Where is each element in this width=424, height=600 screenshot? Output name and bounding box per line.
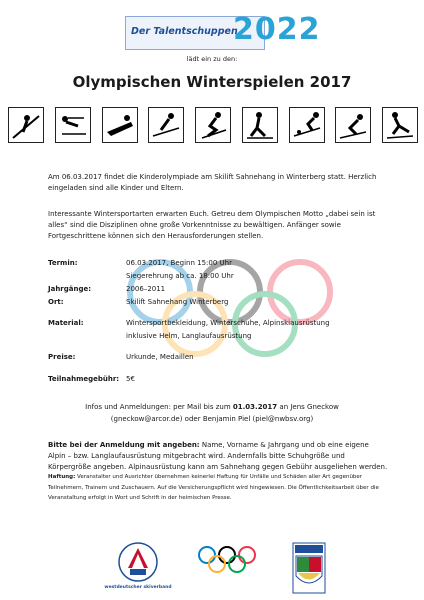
material-label: Material:: [48, 319, 84, 327]
nrw-crest-logo: [292, 542, 326, 594]
ski-jump-icon: [8, 107, 44, 143]
gebuehr-label: Teilnahmegebühr:: [48, 375, 120, 383]
freestyle-icon: [382, 107, 418, 143]
wsv-caption: westdeutscher skiverband: [104, 585, 172, 590]
contact-text-a: Infos und Anmeldungen: per Mail bis zum: [85, 403, 233, 411]
olympic-rings-watermark: [115, 252, 345, 362]
deadline-date: 01.03.2017: [232, 403, 278, 411]
bobsleigh-icon: [102, 107, 138, 143]
haftung-text: Veranstalter und Ausrichter übernehmen keinerlei Haftung für Unfälle und Schäden aller Art gegenüber Teilnehmern, Trainern und Zuschauern. Auf die Versicherungspflicht wird hingewiesen. Die Öffentlichkeitsarbeit über die Veranstaltung erfolgt in Wort und Schrift in der heimischen Presse.: [48, 474, 379, 501]
motto-paragraph: Interessante Wintersportarten erwarten Euch. Getreu dem Olympischen Motto „dabei sein ist alles“ sind die Disziplinen ohne große Vorkenntnisse zu bewältigen. Anfänger sowie Fortgeschrittene können sich den Herausforderungen stellen.: [48, 210, 376, 240]
ort-label: Ort:: [48, 298, 64, 306]
contact-line-2[interactable]: (gneckow@arcor.de) oder Benjamin Piel (piel@nwbsv.org): [110, 415, 314, 423]
contact-block: [20, 401, 404, 425]
ort-value: Skilift Sahnehang Winterberg: [126, 298, 229, 306]
wsv-logo: [104, 540, 172, 600]
haftung-heading: Haftung:: [48, 474, 76, 480]
contact-line-1: [20, 401, 404, 413]
jahrgaenge-label: Jahrgänge:: [48, 285, 92, 293]
wsv-emblem: [108, 540, 168, 584]
gebuehr-value: 5€: [126, 375, 135, 383]
ski-jumping-icon: [148, 107, 184, 143]
luge-icon: [335, 107, 371, 143]
termin-label: Termin:: [48, 259, 78, 267]
anmeldung-text: Name, Vorname & Jahrgang und ob eine eigene Alpin – bzw. Langlaufausrüstung mitgebracht wird. Andernfalls bitte Schuhgröße und Körpergröße angeben. Alpinausrüstung kann am Sahnehang gegen Gebühr ausgeliehen werden.: [48, 441, 388, 471]
material-value-1: Wintersportbekleidung, Winterschuhe, Alpinskiausrüstung: [126, 319, 330, 327]
preise-label: Preise:: [48, 353, 76, 361]
nordic-combined-icon: [289, 107, 325, 143]
jahrgaenge-value: 2006–2011: [126, 285, 166, 293]
preise-value: Urkunde, Medaillen: [126, 353, 194, 361]
siegerehrung-value: Siegerehrung ab ca. 18:00 Uhr: [126, 272, 234, 280]
anmeldung-heading: Bitte bei der Anmeldung mit angeben:: [48, 441, 200, 449]
haftung-paragraph: [48, 472, 388, 504]
intro-paragraph: Am 06.03.2017 findet die Kinderolympiade am Skilift Sahnehang in Winterberg statt. Herzlich eingeladen sind alle Kinder und Eltern.: [48, 173, 377, 192]
biathlon-icon: [55, 107, 91, 143]
logo-text: Der Talentschuppen: [131, 26, 238, 37]
page-title: Olympischen Winterspielen 2017: [72, 73, 352, 91]
logo-year: 2022: [233, 12, 321, 47]
termin-value: 06.03.2017, Beginn 15:00 Uhr: [126, 259, 232, 267]
talentschuppen-logo: [125, 12, 321, 50]
alpine-skiing-icon: [195, 107, 231, 143]
anmeldung-paragraph: [48, 440, 388, 473]
cross-country-icon: [242, 107, 278, 143]
sport-pictograms: [8, 107, 418, 147]
olympic-rings-logo: [196, 545, 258, 575]
contact-text-b: an Jens Gneckow: [277, 403, 339, 411]
invite-line: lädt ein zu den:: [186, 55, 238, 63]
material-value-2: inklusive Helm, Langlaufausrüstung: [126, 332, 252, 340]
